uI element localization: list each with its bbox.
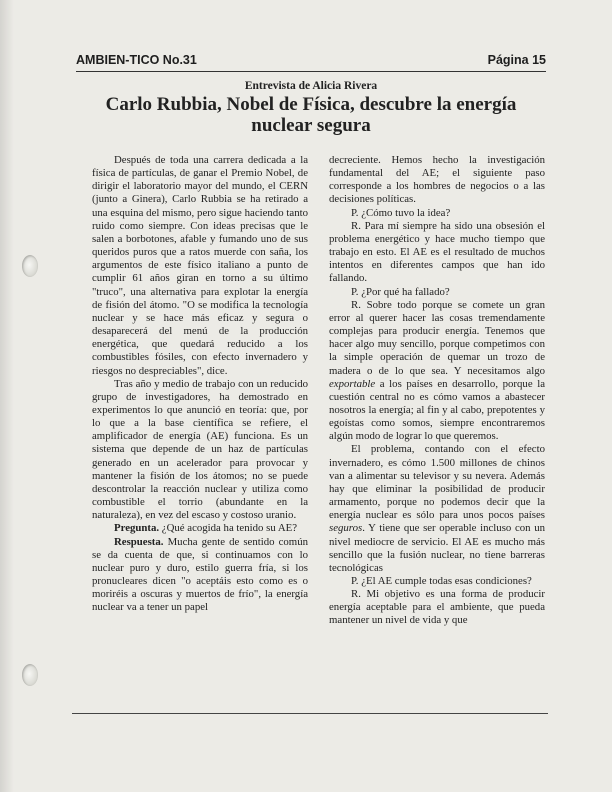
article-byline: Entrevista de Alicia Rivera xyxy=(244,80,378,92)
answer-text: a los países en desarrollo, porque la cuestión central no es cómo vamos a abastecer nosotros la energía; al fin y al cabo, prepotentes y egoístas como somos, siempre encontraremos algún modo de lograr lo que queremos. xyxy=(329,377,546,443)
running-header xyxy=(76,53,546,69)
answer-label: R. xyxy=(351,588,361,601)
question-3 xyxy=(329,286,545,299)
paragraph-intro: Después de toda una carrera dedicada a la física de partículas, de ganar el Premio Nobel, de dirigir el laboratorio mayor del mundo, el CERN (junto a Ginera), Carlo Rubbia se ha retirado a una esquina del mismo, pero sigue haciendo tanto ruido como siempre. Con ideas precisas que le salen a borbotones, afable y fumando uno de sus queridos puros que a ratos muerde con saña, los argumentos de este físico italiano a punto de cumplir 61 años giran en torno a su último "truco", una alternativa para explotar la energía de fisión del átomo. "O se modifica la tecnología nuclear y se hace más eficaz y segura o desaparecerá del menú de la producción energética, que quedará reducido a los combustibles fósiles, con efecto invernadero y riesgos no despreciables", dice. xyxy=(92,154,308,377)
question-label: P. xyxy=(351,285,359,298)
answer-text: Para mí siempre ha sido una obsesión el problema energético y hace mucho tiempo que trabajo en esto. El AE es el resultado de muchos intentos en diferentes campos que han ido fallando. xyxy=(329,219,545,285)
binder-hole-top xyxy=(22,255,38,277)
column-left xyxy=(92,154,308,614)
emphasis-seguros: seguros xyxy=(329,522,363,535)
answer-label: R. xyxy=(351,298,361,311)
answer-text: Mi objetivo es una forma de producir energía aceptable para el ambiente, que pueda mantener un nivel de vida y que xyxy=(329,588,546,627)
question-text: ¿El AE cumple todas esas condiciones? xyxy=(361,575,532,587)
answer-3 xyxy=(329,299,545,444)
question-4 xyxy=(329,575,545,588)
question-text: ¿Por qué ha fallado? xyxy=(361,285,450,298)
answer-1 xyxy=(92,536,308,615)
page-number: Página 15 xyxy=(487,53,546,67)
binder-hole-bottom xyxy=(22,664,38,686)
answer-1-continued: decreciente. Hemos hecho la investigación fundamental del AE; el siguiente paso corresponde a los hombres de negocios o a las decisiones políticas. xyxy=(329,154,545,206)
question-label: P. xyxy=(351,206,359,219)
question-text: ¿Qué acogida ha tenido su AE? xyxy=(161,522,298,535)
question-text: ¿Cómo tuvo la idea? xyxy=(361,206,451,219)
paragraph-problem: El problema, contando con el efecto invernadero, es cómo 1.500 millones de chinos van a alimentar su televisor y su nevera. Además hay que eliminar la posibilidad de producir armamento, porque no podemos decir que la energía nuclear es sólo para unos pocos países seguros. Y tiene que ser operable incluso con un nivel mediocre de servicio. El AE es mucho más sencillo que la fusión nuclear, no tiene barreras tecnológicas xyxy=(329,443,545,574)
answer-label: Respuesta. xyxy=(114,535,164,548)
question-label: P. xyxy=(351,575,359,587)
emphasis-exportable: exportable xyxy=(329,377,376,390)
question-2 xyxy=(329,207,545,220)
paragraph-2: Tras año y medio de trabajo con un reducido grupo de investigadores, ha demostrado en experimentos lo que anunció en teoría: que, por lo que a la base científica se refiere, el amplificador de energía (AE) funciona. Es un sistema que depende de un haz de partículas generado en un acelerador para provocar y mantener la fisión de los átomos; no se puede descontrolar la reacción nuclear y utiliza como combustible el torrio (abundante en la naturaleza), en vez del escaso y costoso uranio. xyxy=(92,377,308,522)
column-right xyxy=(329,154,545,628)
answer-text: Mucha gente de sentido común se da cuenta de que, si continuamos con lo nuclear puro y duro, estilo guerra fría, si los pronucleares dicen "o aceptáis esto como es o moriréis a oscuras y muertos de frío", la energía nuclear va a tener un papel xyxy=(92,535,308,614)
answer-text: Sobre todo porque se comete un gran error al querer hacer las cosas tremendamente complejas para producir energía. Tenemos que hacer algo muy sencillo, porque competimos con la simple operación de quemar un trozo de madera o de lo que sea. Y necesitamos algo xyxy=(329,298,545,377)
footer-rule xyxy=(72,713,548,714)
answer-4 xyxy=(329,588,545,627)
answer-2 xyxy=(329,220,545,286)
publication-name: AMBIEN-TICO No.31 xyxy=(76,53,197,67)
question-1 xyxy=(92,522,308,535)
header-rule xyxy=(76,71,546,72)
article-title: Carlo Rubbia, Nobel de Física, descubre la energía nuclear segura xyxy=(105,94,517,136)
answer-label: R. xyxy=(351,219,361,232)
question-label: Pregunta. xyxy=(114,522,160,535)
scan-edge-shadow xyxy=(0,0,14,792)
